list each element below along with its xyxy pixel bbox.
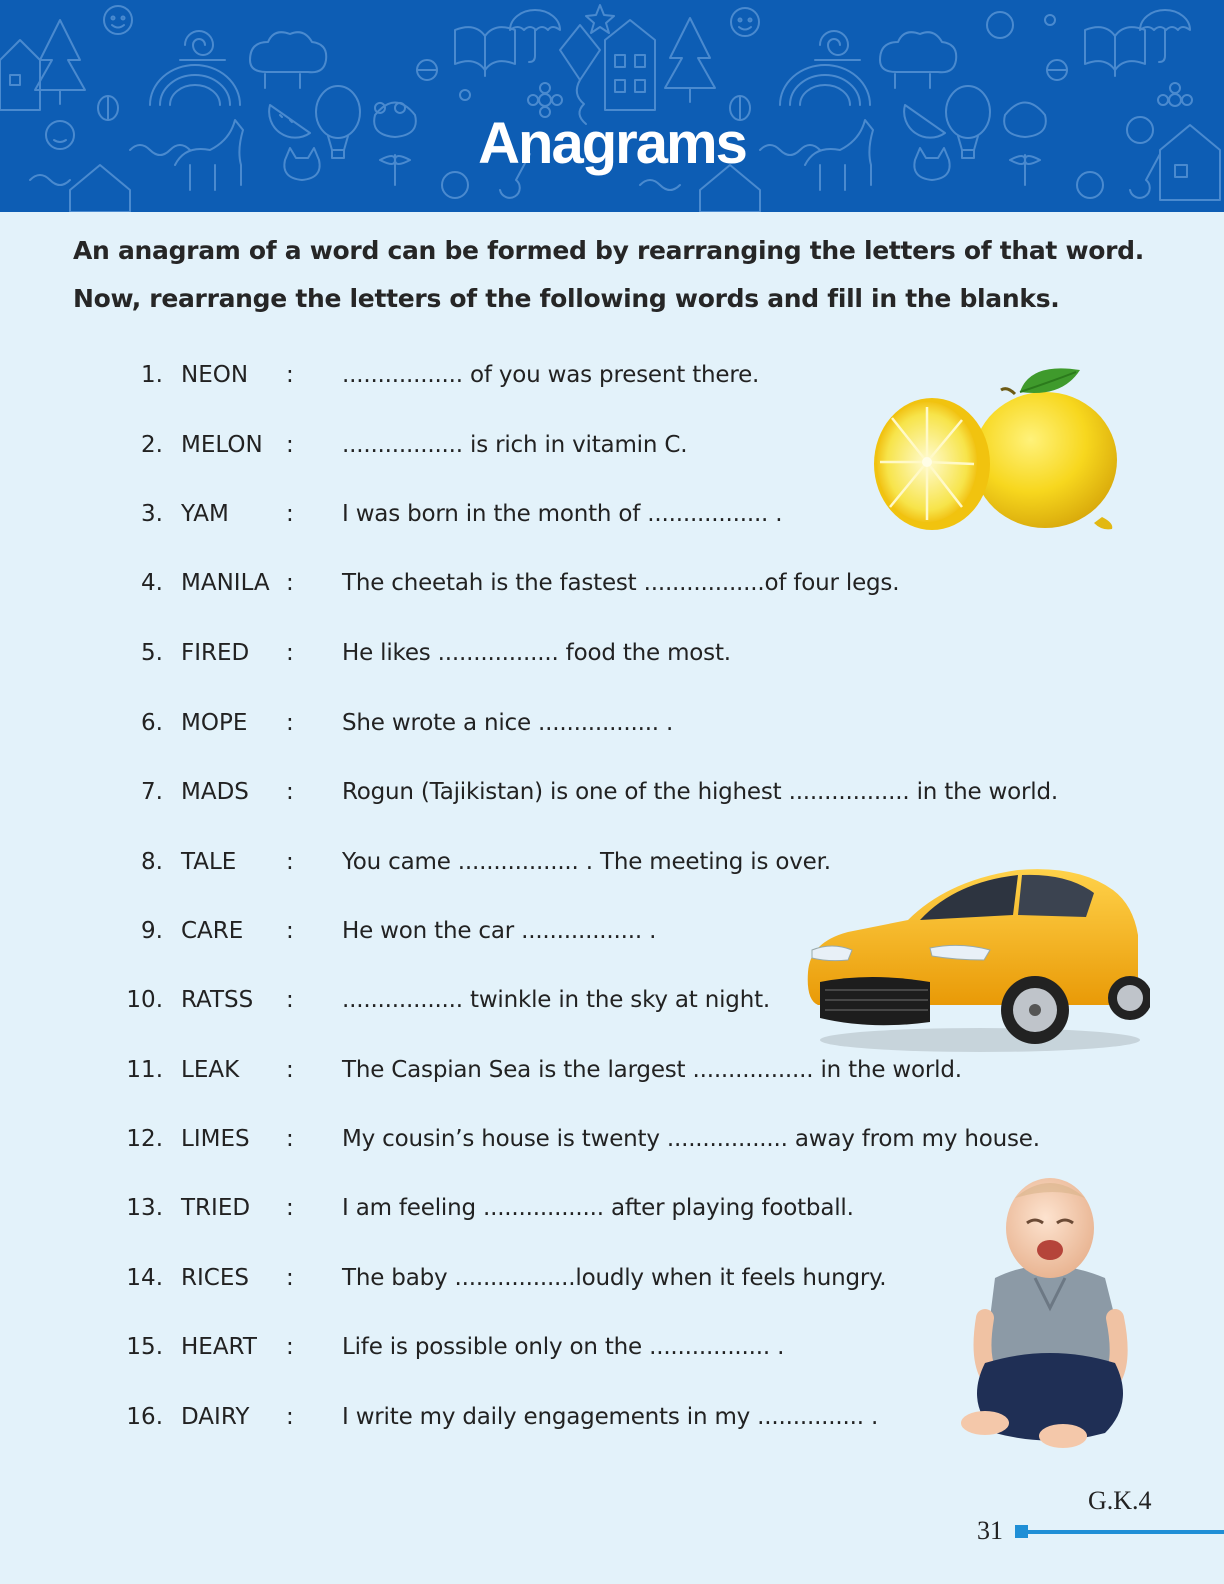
separator-colon: : — [286, 987, 294, 1013]
fill-in-sentence: You came ................. . The meeting is over. — [342, 849, 831, 875]
anagram-word: FIRED — [181, 640, 250, 666]
crying-baby-image — [955, 1168, 1145, 1453]
question-item — [0, 772, 1224, 812]
separator-colon: : — [286, 710, 294, 736]
fill-in-sentence: The cheetah is the fastest .................of four legs. — [342, 570, 900, 596]
separator-colon: : — [286, 1404, 294, 1430]
fill-in-sentence: I am feeling ................. after playing football. — [342, 1195, 854, 1221]
question-number: 7. — [141, 779, 163, 805]
separator-colon: : — [286, 1057, 294, 1083]
separator-colon: : — [286, 640, 294, 666]
question-number: 11. — [126, 1057, 163, 1083]
anagram-word: TALE — [181, 849, 237, 875]
fill-in-sentence: ................. twinkle in the sky at night. — [342, 987, 771, 1013]
question-number: 14. — [126, 1265, 163, 1291]
anagram-word: LIMES — [181, 1126, 250, 1152]
instruction-line-2: Now, rearrange the letters of the following words and fill in the blanks. — [73, 284, 1060, 313]
page-marker-line — [1028, 1530, 1224, 1534]
fill-in-sentence: The Caspian Sea is the largest ................. in the world. — [342, 1057, 962, 1083]
anagram-word: MADS — [181, 779, 249, 805]
question-item — [0, 703, 1224, 743]
fill-in-sentence: He likes ................. food the most. — [342, 640, 731, 666]
question-number: 9. — [141, 918, 163, 944]
separator-colon: : — [286, 779, 294, 805]
fill-in-sentence: I write my daily engagements in my ............... . — [342, 1404, 879, 1430]
fill-in-sentence: The baby .................loudly when it feels hungry. — [342, 1265, 887, 1291]
separator-colon: : — [286, 918, 294, 944]
separator-colon: : — [286, 1265, 294, 1291]
question-number: 15. — [126, 1334, 163, 1360]
question-number: 8. — [141, 849, 163, 875]
fill-in-sentence: He won the car ................. . — [342, 918, 657, 944]
car-image — [800, 862, 1150, 1057]
anagram-word: YAM — [181, 501, 229, 527]
question-number: 2. — [141, 432, 163, 458]
question-number: 5. — [141, 640, 163, 666]
lemon-image — [870, 352, 1130, 537]
anagram-word: RICES — [181, 1265, 249, 1291]
question-number: 4. — [141, 570, 163, 596]
header-banner — [0, 0, 1224, 212]
fill-in-sentence: I was born in the month of ................. . — [342, 501, 783, 527]
question-number: 1. — [141, 362, 163, 388]
anagram-word: MANILA — [181, 570, 270, 596]
anagram-word: MELON — [181, 432, 263, 458]
question-number: 6. — [141, 710, 163, 736]
anagram-word: CARE — [181, 918, 244, 944]
anagram-word: HEART — [181, 1334, 257, 1360]
separator-colon: : — [286, 1334, 294, 1360]
question-item — [0, 633, 1224, 673]
question-item — [0, 563, 1224, 603]
page-marker-square — [1015, 1525, 1028, 1538]
separator-colon: : — [286, 1195, 294, 1221]
anagram-word: NEON — [181, 362, 249, 388]
subject-label: G.K.4 — [1088, 1486, 1152, 1515]
fill-in-sentence: ................. of you was present there. — [342, 362, 760, 388]
page-number: 31 — [977, 1516, 1003, 1545]
separator-colon: : — [286, 362, 294, 388]
separator-colon: : — [286, 570, 294, 596]
fill-in-sentence: My cousin’s house is twenty ................. away from my house. — [342, 1126, 1040, 1152]
anagram-word: LEAK — [181, 1057, 240, 1083]
anagram-word: RATSS — [181, 987, 254, 1013]
page-title: Anagrams — [478, 111, 746, 176]
separator-colon: : — [286, 1126, 294, 1152]
separator-colon: : — [286, 849, 294, 875]
question-number: 12. — [126, 1126, 163, 1152]
question-number: 13. — [126, 1195, 163, 1221]
question-number: 10. — [126, 987, 163, 1013]
fill-in-sentence: Life is possible only on the ................. . — [342, 1334, 785, 1360]
fill-in-sentence: She wrote a nice ................. . — [342, 710, 674, 736]
question-number: 3. — [141, 501, 163, 527]
anagram-word: TRIED — [181, 1195, 251, 1221]
fill-in-sentence: Rogun (Tajikistan) is one of the highest ................. in the world. — [342, 779, 1058, 805]
separator-colon: : — [286, 501, 294, 527]
instruction-line-1: An anagram of a word can be formed by rearranging the letters of that word. — [73, 236, 1144, 265]
fill-in-sentence: ................. is rich in vitamin C. — [342, 432, 688, 458]
question-item — [0, 1119, 1224, 1159]
question-number: 16. — [126, 1404, 163, 1430]
anagram-word: MOPE — [181, 710, 248, 736]
separator-colon: : — [286, 432, 294, 458]
anagram-word: DAIRY — [181, 1404, 250, 1430]
